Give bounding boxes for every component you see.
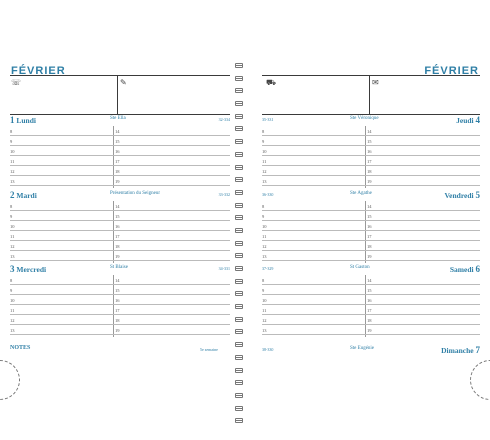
- hour-label: 16: [115, 149, 120, 154]
- hour-row[interactable]: [262, 211, 480, 221]
- hour-row[interactable]: [10, 201, 230, 211]
- hour-label: 19: [115, 254, 120, 259]
- hour-label: 11: [262, 159, 267, 164]
- day-header: [10, 264, 230, 274]
- binding-ring: [235, 380, 243, 385]
- hour-row[interactable]: [262, 126, 480, 136]
- hour-label: 11: [10, 308, 15, 313]
- hour-label: 14: [115, 129, 120, 134]
- hour-label: 12: [10, 169, 15, 174]
- binding-ring: [235, 139, 243, 144]
- day-name: 3 Mercredi: [10, 264, 47, 274]
- binding-ring: [235, 165, 243, 170]
- hour-row[interactable]: [10, 285, 230, 295]
- hour-label: 19: [115, 179, 120, 184]
- hour-label: 14: [367, 278, 372, 283]
- binding-ring: [235, 253, 243, 258]
- day-header: [262, 345, 480, 355]
- day-name: Jeudi 4: [456, 115, 480, 125]
- hour-row[interactable]: [262, 325, 480, 335]
- top-memo-box-right: [262, 75, 480, 115]
- day-number-of-year: 33-332: [218, 192, 230, 197]
- hour-label: 10: [10, 298, 15, 303]
- month-title-right: FÉVRIER: [424, 65, 479, 77]
- hour-row[interactable]: [10, 156, 230, 166]
- hour-row[interactable]: [10, 325, 230, 335]
- hour-label: 16: [367, 224, 372, 229]
- hour-row[interactable]: [10, 295, 230, 305]
- hour-label: 9: [262, 214, 265, 219]
- week-label: 5e semaine: [200, 347, 218, 352]
- saint-name: Présentation du Seigneur: [110, 191, 160, 196]
- hour-label: 15: [367, 288, 372, 293]
- saint-name: Ste Agathe: [350, 191, 372, 196]
- hour-label: 18: [367, 318, 372, 323]
- page-corner-decoration: [0, 360, 20, 400]
- binding-ring: [235, 203, 243, 208]
- hour-label: 19: [115, 328, 120, 333]
- day-number-of-year: 38-330: [262, 347, 274, 352]
- hour-row[interactable]: [10, 211, 230, 221]
- hour-label: 13: [262, 254, 267, 259]
- hour-label: 8: [262, 278, 265, 283]
- hour-label: 10: [262, 298, 267, 303]
- hour-row[interactable]: [10, 315, 230, 325]
- memo-divider: [369, 76, 370, 114]
- hour-row[interactable]: [10, 275, 230, 285]
- hour-row[interactable]: [262, 176, 480, 186]
- hour-row[interactable]: [262, 166, 480, 176]
- hour-row[interactable]: [10, 231, 230, 241]
- day-name: 2 Mardi: [10, 190, 37, 200]
- hour-row[interactable]: [262, 295, 480, 305]
- binding-ring: [235, 393, 243, 398]
- hour-label: 13: [10, 254, 15, 259]
- day-number-of-year: 32-334: [218, 117, 230, 122]
- hour-label: 16: [367, 149, 372, 154]
- binding-ring: [235, 228, 243, 233]
- hour-label: 17: [115, 159, 120, 164]
- binding-ring: [235, 368, 243, 373]
- hour-label: 10: [10, 224, 15, 229]
- hour-label: 18: [367, 244, 372, 249]
- hour-label: 8: [10, 129, 13, 134]
- hour-label: 12: [10, 318, 15, 323]
- day-number-of-year: 35-331: [262, 117, 274, 122]
- binding-ring: [235, 152, 243, 157]
- hour-label: 12: [262, 244, 267, 249]
- binding-ring: [235, 241, 243, 246]
- car-icon: ⛟: [266, 78, 277, 87]
- day-number-of-year: 36-330: [262, 192, 274, 197]
- hour-row[interactable]: [262, 146, 480, 156]
- right-page: [245, 0, 490, 440]
- binding-ring: [235, 317, 243, 322]
- hour-label: 16: [367, 298, 372, 303]
- hour-label: 12: [10, 244, 15, 249]
- hour-row[interactable]: [262, 156, 480, 166]
- binding-ring: [235, 266, 243, 271]
- binding-ring: [235, 304, 243, 309]
- hour-label: 10: [262, 149, 267, 154]
- day-name: Samedi 6: [449, 264, 480, 274]
- hour-label: 17: [367, 159, 372, 164]
- saint-name: Ste Ella: [110, 116, 126, 121]
- saint-name: Ste Eugénie: [350, 346, 375, 351]
- hour-label: 9: [262, 139, 265, 144]
- binding-ring: [235, 215, 243, 220]
- day-number-of-year: 37-329: [262, 266, 274, 271]
- notes-label: NOTES: [10, 345, 31, 351]
- hour-label: 8: [262, 129, 265, 134]
- hour-label: 17: [367, 234, 372, 239]
- envelope-icon: ✉: [372, 78, 379, 87]
- hour-row[interactable]: [10, 241, 230, 251]
- hour-row[interactable]: [262, 231, 480, 241]
- hour-label: 13: [10, 179, 15, 184]
- hour-label: 16: [115, 224, 120, 229]
- hour-label: 15: [115, 139, 120, 144]
- hour-label: 11: [10, 159, 15, 164]
- hour-row[interactable]: [10, 126, 230, 136]
- binding-ring: [235, 329, 243, 334]
- saint-name: St Gaston: [350, 265, 370, 270]
- hour-label: 9: [10, 214, 13, 219]
- page-corner-decoration: [470, 360, 490, 400]
- hour-label: 11: [10, 234, 15, 239]
- phone-icon: ☏: [11, 78, 22, 87]
- hour-label: 18: [115, 318, 120, 323]
- hour-label: 18: [115, 244, 120, 249]
- hour-row[interactable]: [262, 241, 480, 251]
- hour-label: 18: [115, 169, 120, 174]
- hour-label: 15: [115, 288, 120, 293]
- day-header: [262, 264, 480, 274]
- saint-name: St Blaise: [110, 265, 128, 270]
- hour-row[interactable]: [10, 146, 230, 156]
- binding-ring: [235, 63, 243, 68]
- hour-label: 15: [367, 139, 372, 144]
- binding-ring: [235, 279, 243, 284]
- hour-row[interactable]: [10, 305, 230, 315]
- binding-ring: [235, 406, 243, 411]
- spiral-binding: [233, 63, 245, 431]
- hour-label: 9: [10, 139, 13, 144]
- hour-row[interactable]: [262, 251, 480, 261]
- binding-ring: [235, 177, 243, 182]
- hour-row[interactable]: [10, 221, 230, 231]
- binding-ring: [235, 418, 243, 423]
- hour-label: 9: [10, 288, 13, 293]
- binding-ring: [235, 76, 243, 81]
- hour-row[interactable]: [262, 201, 480, 211]
- day-header: [262, 115, 480, 125]
- hour-row[interactable]: [262, 285, 480, 295]
- day-header: [262, 190, 480, 200]
- hour-label: 12: [262, 169, 267, 174]
- hour-label: 14: [367, 204, 372, 209]
- hour-row[interactable]: [10, 176, 230, 186]
- hour-row[interactable]: [262, 315, 480, 325]
- hour-row[interactable]: [10, 136, 230, 146]
- hour-label: 8: [10, 278, 13, 283]
- day-name: Vendredi 5: [444, 190, 480, 200]
- hour-label: 19: [367, 254, 372, 259]
- memo-divider: [117, 76, 118, 114]
- hour-row[interactable]: [262, 275, 480, 285]
- hour-label: 13: [262, 179, 267, 184]
- hour-label: 13: [262, 328, 267, 333]
- hour-row[interactable]: [262, 305, 480, 315]
- binding-ring: [235, 126, 243, 131]
- hour-grid[interactable]: [10, 201, 230, 263]
- day-header: [10, 190, 230, 200]
- hour-grid[interactable]: [262, 201, 480, 263]
- hour-label: 8: [10, 204, 13, 209]
- binding-ring: [235, 342, 243, 347]
- hour-label: 10: [10, 149, 15, 154]
- hour-grid[interactable]: [10, 275, 230, 337]
- hour-label: 11: [262, 308, 267, 313]
- notepad-icon: ✎: [120, 78, 127, 87]
- hour-row[interactable]: [10, 251, 230, 261]
- saint-name: Ste Véronique: [350, 116, 379, 121]
- hour-label: 14: [115, 278, 120, 283]
- day-name: 1 Lundi: [10, 115, 36, 125]
- hour-grid[interactable]: [262, 126, 480, 188]
- binding-ring: [235, 101, 243, 106]
- hour-label: 13: [10, 328, 15, 333]
- hour-label: 17: [367, 308, 372, 313]
- hour-grid[interactable]: [262, 275, 480, 337]
- hour-label: 14: [367, 129, 372, 134]
- top-memo-box-left: [10, 75, 230, 115]
- hour-label: 9: [262, 288, 265, 293]
- hour-label: 8: [262, 204, 265, 209]
- hour-row[interactable]: [10, 166, 230, 176]
- binding-ring: [235, 190, 243, 195]
- hour-label: 14: [115, 204, 120, 209]
- hour-label: 19: [367, 328, 372, 333]
- hour-label: 18: [367, 169, 372, 174]
- hour-row[interactable]: [262, 136, 480, 146]
- hour-label: 17: [115, 308, 120, 313]
- hour-label: 15: [115, 214, 120, 219]
- hour-label: 19: [367, 179, 372, 184]
- month-title-left: FÉVRIER: [11, 65, 66, 77]
- day-number-of-year: 34-331: [218, 266, 230, 271]
- hour-label: 17: [115, 234, 120, 239]
- hour-row[interactable]: [262, 221, 480, 231]
- binding-ring: [235, 114, 243, 119]
- binding-ring: [235, 88, 243, 93]
- hour-grid[interactable]: [10, 126, 230, 188]
- hour-label: 15: [367, 214, 372, 219]
- day-name: Dimanche 7: [441, 345, 480, 355]
- day-header: [10, 115, 230, 125]
- hour-label: 10: [262, 224, 267, 229]
- binding-ring: [235, 291, 243, 296]
- hour-label: 11: [262, 234, 267, 239]
- binding-ring: [235, 355, 243, 360]
- hour-label: 16: [115, 298, 120, 303]
- hour-label: 12: [262, 318, 267, 323]
